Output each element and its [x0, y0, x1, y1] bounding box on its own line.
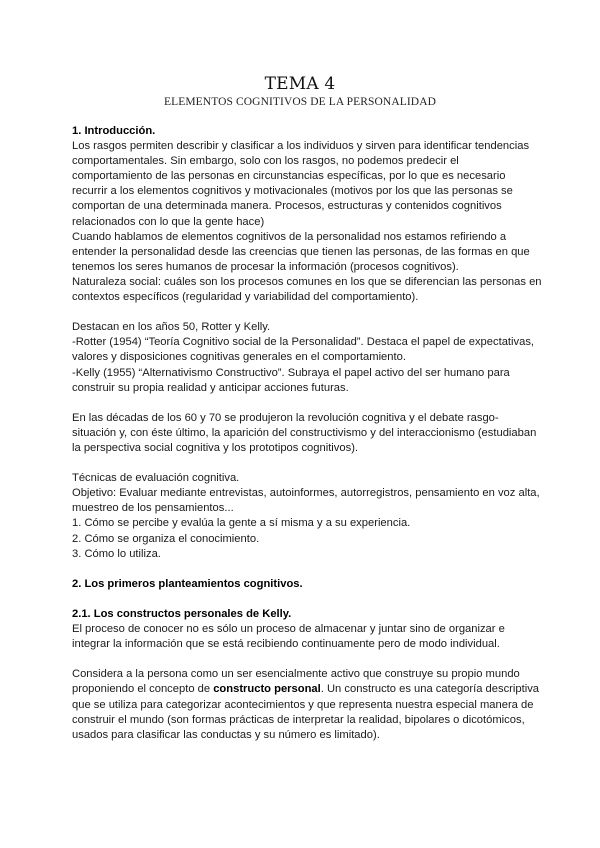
section-1-paragraph-destacan: Destacan en los años 50, Rotter y Kelly. — [72, 321, 271, 334]
spacer — [72, 456, 542, 471]
spacer — [72, 396, 542, 411]
document-body — [72, 124, 542, 743]
spacer — [72, 592, 542, 607]
section-1-paragraph-naturaleza: Naturaleza social: cuáles son los procesos comunes en los que se diferencian las personas en contextos específicos (regularidad y variabilidad del comportamiento). — [72, 275, 542, 304]
section-2-1-paragraph-conocer: El proceso de conocer no es sólo un proceso de almacenar y juntar sino de organizar e integrar la información que se está recibiendo continuamente pero de modo individual. — [72, 623, 505, 651]
section-1-paragraph-elementos: Cuando hablamos de elementos cognitivos de la personalidad nos estamos refiriendo a entender la personalidad desde las creencias que tienen las personas, de las formas en que tenemos los seres humanos de procesar la información (procesos cognitivos). — [72, 230, 530, 273]
constructo-text-before: Considera a la persona como un ser esencialmente activo que construye su propio mundo proponiendo el concepto de — [72, 668, 520, 696]
document-title: TEMA 4 — [264, 74, 336, 94]
list-item: 1. Cómo se percibe y evalúa la gente a sí misma y a su experiencia. — [72, 517, 411, 530]
spacer — [72, 562, 542, 577]
spacer — [72, 305, 542, 320]
list-item: 2. Cómo se organiza el conocimiento. — [72, 532, 260, 545]
constructo-text-after: . Un constructo es una categoría descriptiva que se utiliza para categorizar acontecimientos y que representa nuestra especial manera de construir el mundo (son formas prácticas de interpretar la realidad, bipolares o dicotómicos, usados para clasificar las conductas y su número es limitado). — [72, 683, 540, 741]
section-1-paragraph-rotter: -Rotter (1954) “Teoría Cognitivo social de la Personalidad”. Destaca el papel de expectativas, valores y disposiciones cognitivas generales en el comportamiento. — [72, 336, 535, 364]
section-1-paragraph-kelly: -Kelly (1955) “Alternativismo Constructivo”. Subraya el papel activo del ser humano para construir su propia realidad y anticipar acciones futuras. — [72, 366, 510, 394]
section-1-paragraph-tecnicas: Técnicas de evaluación cognitiva. — [72, 472, 240, 485]
section-1-paragraph-objetivo: Objetivo: Evaluar mediante entrevistas, autoinformes, autorregistros, pensamiento en voz alta, muestreo de los pensamientos... — [72, 487, 540, 515]
document-subtitle: ELEMENTOS COGNITIVOS DE LA PERSONALIDAD — [163, 96, 437, 108]
section-1-heading: 1. Introducción. — [72, 125, 156, 137]
constructo-personal-term: constructo personal — [213, 683, 321, 696]
section-1-paragraph-decadas: En las décadas de los 60 y 70 se produjeron la revolución cognitiva y el debate rasgo-situación y, con éste último, la aparición del constructivismo y del interaccionismo (estudiaban la perspectiva social cognitiva y los prototipos cognitivos). — [72, 411, 537, 454]
section-2-1-heading: 2.1. Los constructos personales de Kelly. — [72, 608, 292, 620]
section-1-paragraph-rasgos: Los rasgos permiten describir y clasificar a los individuos y sirven para identificar tendencias comportamentales. Sin embargo, solo con los rasgos, no podemos predecir el comportamiento de las personas en circunstancias específicas, por lo que es necesario recurrir a los elementos cognitivos y motivacionales (motivos por los que las personas se comportan de una determinada manera. Procesos, estructuras y contenidos cognitivos relacionados con lo que la gente hace) — [72, 140, 530, 228]
spacer — [72, 652, 542, 667]
section-2-heading: 2. Los primeros planteamientos cognitivos. — [72, 577, 303, 590]
section-2-1-paragraph-constructo — [72, 667, 542, 742]
list-item: 3. Cómo lo utiliza. — [72, 547, 161, 560]
